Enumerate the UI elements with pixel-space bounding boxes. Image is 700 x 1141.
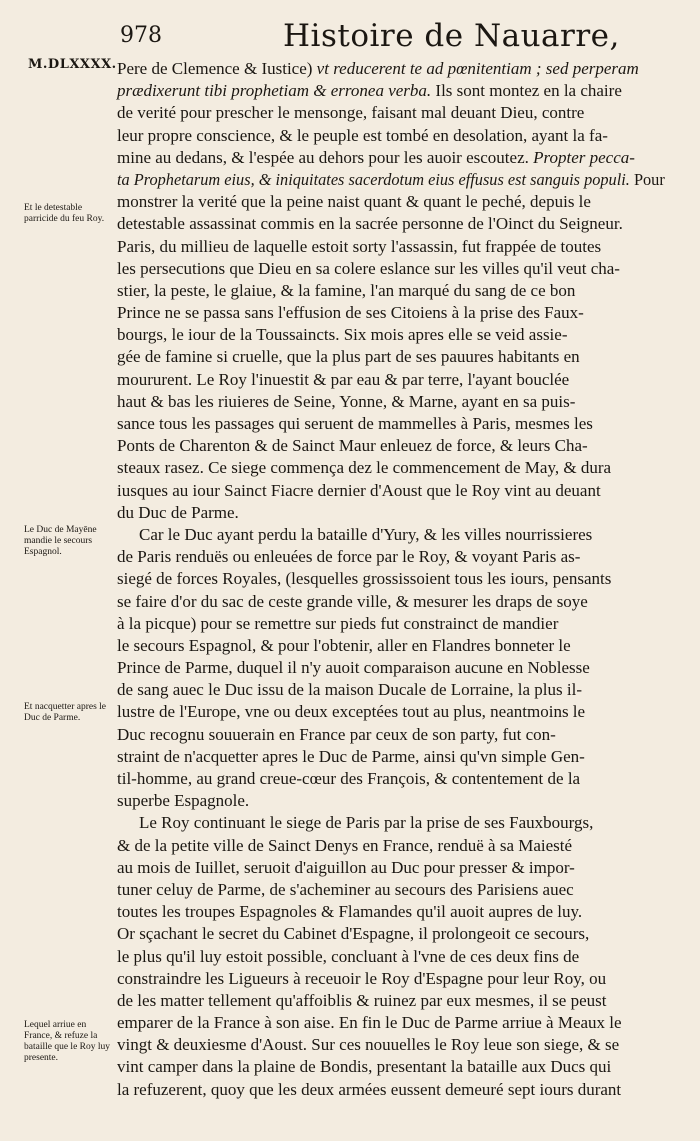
text-line: de sang auec le Duc issu de la maison Ducale de Lorraine, la plus il- [117,680,582,700]
margin-year: M.DLXXXX. [28,57,117,72]
text-line: du Duc de Parme. [117,502,239,522]
text-line: gée de famine si cruelle, que la plus part de ses pauures habitants en [117,347,580,367]
text-line: les persecutions que Dieu en sa colere eslance sur les villes qu'il veut cha- [117,258,620,278]
margin-note-secours-espagnol: Le Duc de Mayēne mandie le secours Espagnol. [24,525,97,557]
text-line: prædixerunt tibi prophetiam & erronea verba. Ils sont montez en la chaire [117,81,622,101]
text-line: se faire d'or du sac de ceste grande ville, & mesurer les draps de soye [117,591,588,611]
text-line: vint camper dans la plaine de Bondis, presentant la bataille aux Ducs qui [117,1057,612,1077]
text-line: à la picque) pour se remettre sur pieds fut constrainct de mandier [117,613,559,633]
text-line: sance tous les passages qui seruent de mammelles à Paris, mesmes les [117,414,593,433]
text-line: tuner celuy de Parme, de s'acheminer au secours des Parisiens auec [117,879,574,899]
text-line: le secours Espagnol, & pour l'obtenir, aller en Flandres bonneter le [117,635,571,655]
text-line: constraindre les Ligueurs à receuoir le Roy d'Espagne pour leur Roy, ou [117,968,607,988]
margin-note-duc-de-parme: Et nacquetter apres le Duc de Parme. [24,702,107,723]
margin-note-parricide: Et le detestable parricide du feu Roy. [24,203,105,224]
page-number: 978 [120,23,162,48]
text-line: monstrer la verité que la peine naist quant & quant le peché, depuis le [117,192,591,212]
text-line: iusques au iour Sainct Fiacre dernier d'Aoust que le Roy vint au deuant [117,480,601,500]
running-title: Histoire de Nauarre, [283,18,620,54]
text-line: mine au dedans, & l'espée au dehors pour les auoir escoutez. Propter pecca- [117,147,635,167]
text-line: Pere de Clemence & Iustice) vt reducerent te ad pœnitentiam ; sed perperam [117,59,639,78]
text-line: steaux rasez. Ce siege commença dez le commencement de May, & dura [117,458,612,478]
text-line: detestable assassinat commis en la sacrée personne de l'Oinct du Seigneur. [117,214,623,234]
text-line: superbe Espagnole. [117,791,250,811]
text-line: Prince de Parme, duquel il n'y auoit comparaison aucune en Noblesse [117,658,590,678]
text-line: emparer de la France à son aise. En fin le Duc de Parme arriue à Meaux le [117,1013,622,1033]
text-line: de Paris renduës ou enleuées de force par le Roy, & voyant Paris as- [117,547,581,567]
text-line: Or sçachant le secret du Cabinet d'Espagne, il prolongeoit ce secours, [117,924,590,944]
text-line: Prince ne se passa sans l'effusion de ses Citoiens à la prise des Faux- [117,303,584,323]
text-line: Duc recognu souuerain en France par ceux de son party, fut con- [117,724,556,744]
text-line: de verité pour prescher le mensonge, faisant mal deuant Dieu, contre [117,103,585,123]
text-line: lustre de l'Europe, vne ou deux exceptées tout au plus, neantmoins le [117,702,586,722]
text-line: leur propre conscience, & le peuple est tombé en desolation, ayant la fa- [117,125,608,145]
body-text [117,58,665,1101]
margin-note-bataille: Lequel arriue en France, & refuze la bataille que le Roy luy presente. [24,1020,111,1063]
text-line: vingt & deuxiesme d'Aoust. Sur ces nouuelles le Roy leue son siege, & se [117,1035,620,1055]
text-line: til-homme, au grand creue-cœur des François, & contentement de la [117,769,581,788]
text-line: de les matter tellement qu'affoiblis & ruinez par eux mesmes, il se peust [117,990,607,1010]
text-line: Car le Duc ayant perdu la bataille d'Yury, & les villes nourrissieres [139,524,593,544]
text-line: siegé de forces Royales, (lesquelles grossissoient tous les iours, pensants [117,569,612,589]
text-line: ta Prophetarum eius, & iniquitates sacerdotum eius effusus est sanguis populi. Pour [117,169,665,189]
text-line: Ponts de Charenton & de Sainct Maur enleuez de force, & leurs Cha- [117,436,588,456]
text-line: Le Roy continuant le siege de Paris par la prise de ses Fauxbourgs, [139,813,594,833]
text-line: & de la petite ville de Sainct Denys en France, renduë à sa Maiesté [117,835,573,855]
text-line: stier, la peste, le glaiue, & la famine, l'an marqué du sang de ce bon [117,280,576,300]
text-line: Paris, du millieu de laquelle estoit sorty l'assassin, fut frappée de toutes [117,236,602,256]
text-line: bourgs, le iour de la Toussaincts. Six mois apres elle se veid assie- [117,325,568,345]
text-line: moururent. Le Roy l'inuestit & par eau & par terre, l'ayant bouclée [117,369,570,389]
text-line: straint de n'acquetter apres le Duc de Parme, ainsi qu'vn simple Gen- [117,746,585,766]
text-line: le plus qu'il luy estoit possible, concluant à l'vne de ces deux fins de [117,946,580,966]
text-line: la refuzerent, quoy que les deux armées eussent demeuré sept iours durant [117,1079,622,1099]
text-line: toutes les troupes Espagnoles & Flamandes qu'il auoit aupres de luy. [117,902,583,922]
text-line: au mois de Iuillet, seruoit d'aiguillon au Duc pour presser & impor- [117,857,575,877]
text-line: haut & bas les riuieres de Seine, Yonne, & Marne, ayant en sa puis- [117,391,576,411]
